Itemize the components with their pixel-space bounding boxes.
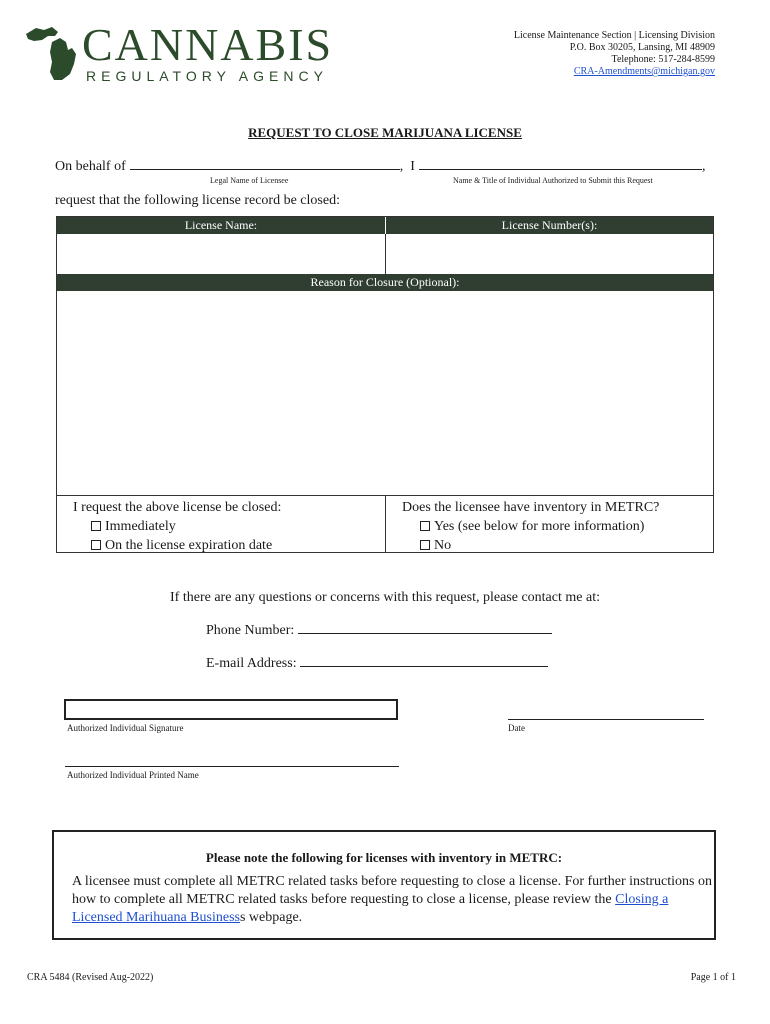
option-expiration-label: On the license expiration date xyxy=(105,538,273,553)
agency-logo xyxy=(22,19,342,90)
legal-name-caption: Legal Name of Licensee xyxy=(210,176,289,185)
form-title: REQUEST TO CLOSE MARIJUANA LICENSE xyxy=(248,125,522,140)
printed-name-field[interactable] xyxy=(65,766,399,767)
logo-subtitle: REGULATORY AGENCY xyxy=(86,68,328,84)
comma-1: , xyxy=(399,159,404,174)
date-label: Date xyxy=(508,723,525,733)
email-label: E-mail Address: xyxy=(206,656,297,671)
license-name-header: License Name: xyxy=(57,217,385,234)
option-no-label: No xyxy=(434,538,452,553)
email-line xyxy=(206,655,548,672)
option-no[interactable] xyxy=(402,536,659,555)
michigan-map-icon xyxy=(22,24,84,86)
license-number-header: License Number(s): xyxy=(386,217,713,234)
option-immediately-label: Immediately xyxy=(105,519,176,534)
note-tail: s webpage. xyxy=(239,910,303,925)
legal-name-field[interactable] xyxy=(130,158,400,170)
i-label: I xyxy=(410,159,415,174)
signature-field[interactable] xyxy=(64,699,398,720)
checkbox-expiration[interactable] xyxy=(91,540,101,550)
inventory-group xyxy=(402,498,659,555)
request-text: request that the following license record be closed: xyxy=(55,193,340,208)
contact-email-link[interactable]: CRA-Amendments@michigan.gov xyxy=(573,66,715,77)
metrc-note-box xyxy=(52,830,716,940)
on-behalf-label: On behalf of xyxy=(55,159,126,174)
checkbox-no[interactable] xyxy=(420,540,430,550)
form-id: CRA 5484 (Revised Aug-2022) xyxy=(27,972,154,983)
email-field[interactable] xyxy=(300,655,548,667)
date-field[interactable] xyxy=(508,719,704,720)
option-yes[interactable] xyxy=(402,517,659,536)
reason-field[interactable] xyxy=(57,291,713,495)
note-body xyxy=(72,873,712,927)
closure-timing-group xyxy=(73,498,281,555)
option-immediately[interactable] xyxy=(73,517,281,536)
note-title: Please note the following for licenses with inventory in METRC: xyxy=(205,850,563,865)
contact-section: License Maintenance Section | Licensing Division xyxy=(513,30,715,41)
option-yes-label: Yes (see below for more information) xyxy=(434,519,645,534)
options-divider xyxy=(385,495,386,552)
closing-business-link[interactable]: Closing a Licensed Marihuana Business xyxy=(72,892,669,925)
license-number-field[interactable] xyxy=(386,234,713,274)
authorized-caption: Name & Title of Individual Authorized to Submit this Request xyxy=(453,176,653,185)
option-expiration[interactable] xyxy=(73,536,281,555)
contact-block xyxy=(514,30,715,78)
phone-label: Phone Number: xyxy=(206,623,295,638)
signature-label: Authorized Individual Signature xyxy=(67,723,184,733)
page-number: Page 1 of 1 xyxy=(690,972,736,983)
printed-name-label: Authorized Individual Printed Name xyxy=(67,770,199,780)
phone-line xyxy=(206,622,552,639)
comma-2: , xyxy=(701,159,706,174)
license-name-field[interactable] xyxy=(57,234,385,274)
authorized-name-field[interactable] xyxy=(419,158,702,170)
checkbox-yes[interactable] xyxy=(420,521,430,531)
behalf-line xyxy=(55,158,705,175)
phone-field[interactable] xyxy=(298,622,552,634)
logo-title: CANNABIS xyxy=(82,19,334,70)
license-table xyxy=(56,216,714,553)
contact-address: P.O. Box 30205, Lansing, MI 48909 xyxy=(569,42,715,53)
contact-phone: Telephone: 517-284-8599 xyxy=(611,54,715,65)
questions-text: If there are any questions or concerns with this request, please contact me at: xyxy=(170,590,600,605)
reason-header: Reason for Closure (Optional): xyxy=(57,274,713,291)
closure-question: I request the above license be closed: xyxy=(73,500,282,515)
checkbox-immediately[interactable] xyxy=(91,521,101,531)
inventory-question: Does the licensee have inventory in METRC? xyxy=(402,500,660,515)
note-text: A licensee must complete all METRC related tasks before requesting to close a license. For further instructions on how to complete all METRC related tasks before requesting to close a license, please review the xyxy=(72,874,712,907)
